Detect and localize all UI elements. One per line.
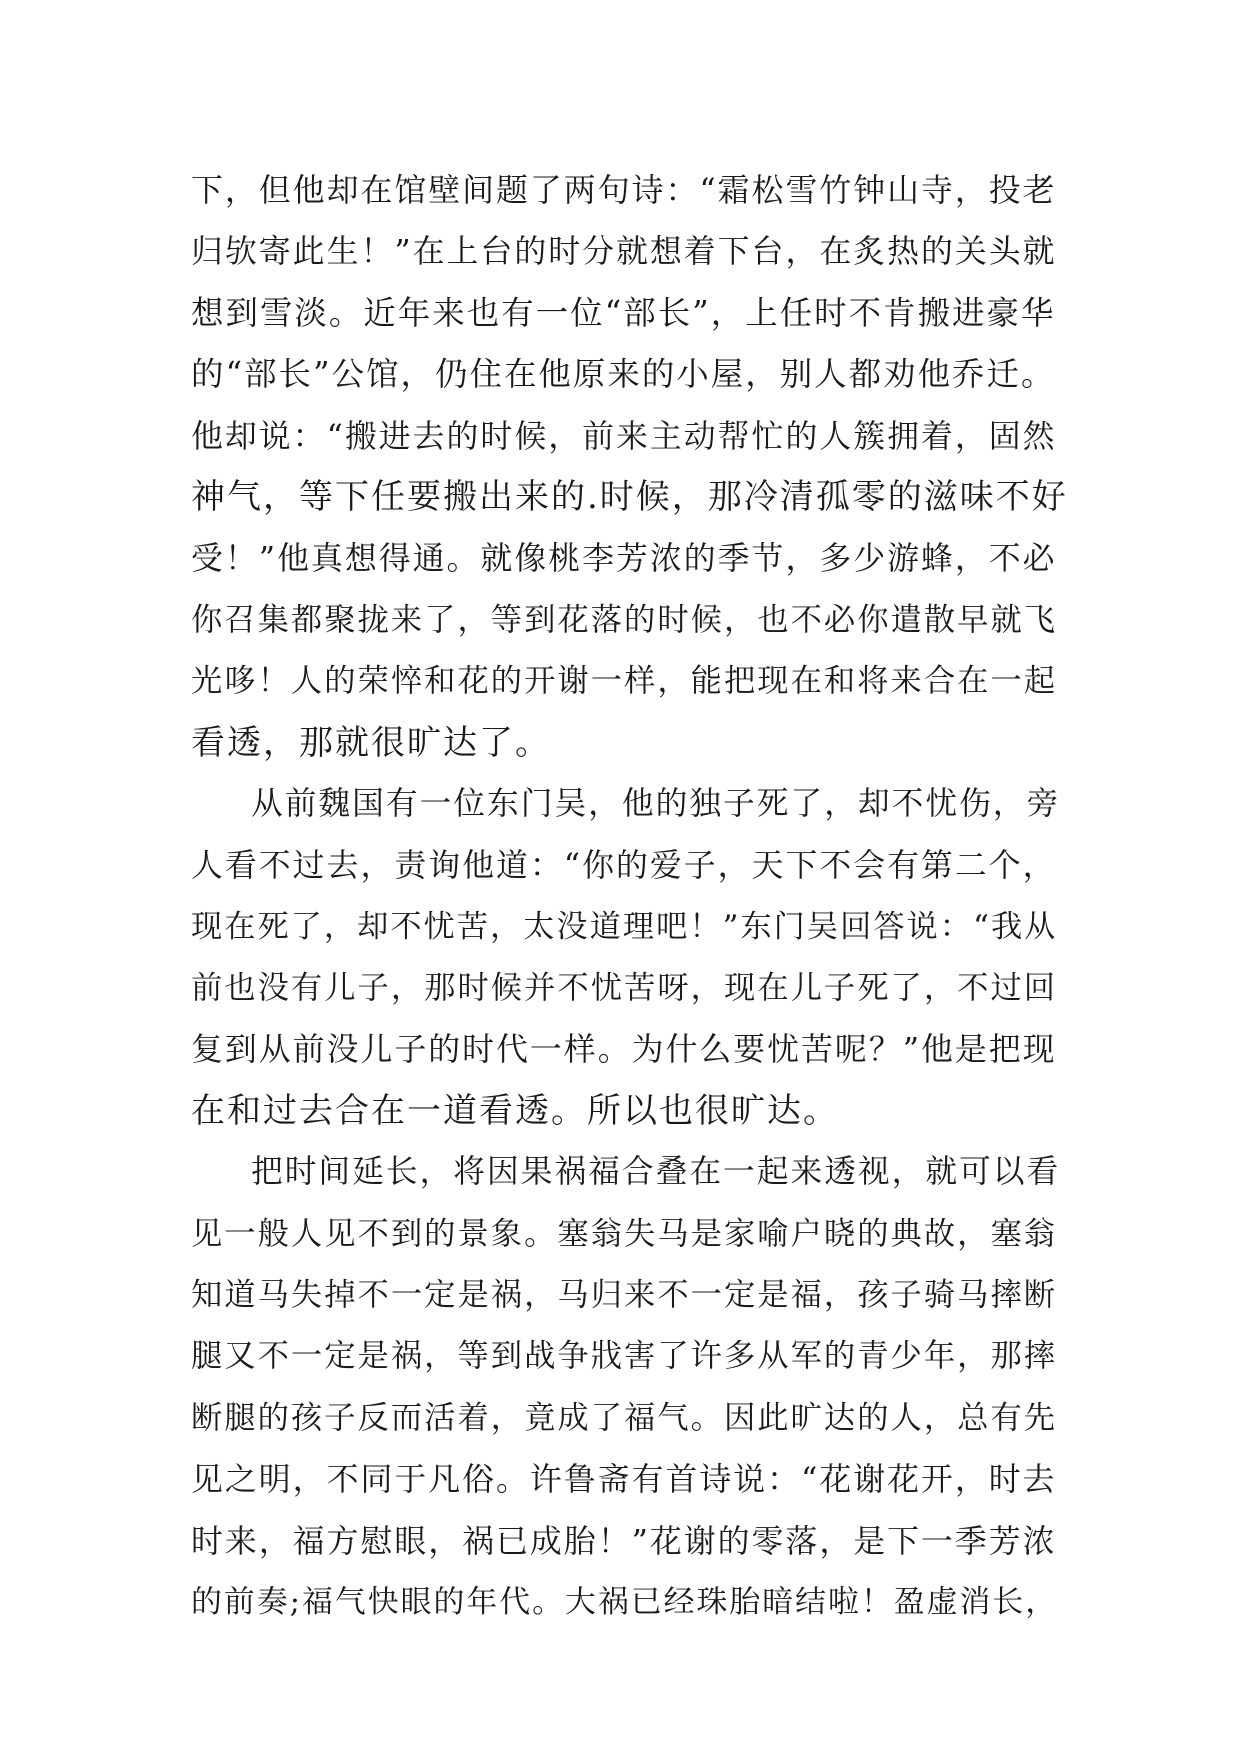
text-line: 复到从前没儿子的时代一样。为什么要忧苦呢？”他是把现 bbox=[191, 1030, 1057, 1069]
text-line: 腿又不一定是祸，等到战争戕害了许多从军的青少年，那摔 bbox=[191, 1338, 1058, 1375]
text-line: 前也没有儿子，那时候并不忧苦呀，现在儿子死了，不过回 bbox=[191, 970, 1058, 1007]
paragraph-1 bbox=[191, 160, 1071, 774]
document-body bbox=[191, 160, 1071, 1633]
text-line: 见之明，不同于凡俗。许鲁斋有首诗说：“花谢花开，时去 bbox=[191, 1460, 1057, 1499]
text-line: 归欤寄此生！”在上台的时分就想着下台，在炙热的关头就 bbox=[191, 232, 1057, 271]
paragraph-2 bbox=[191, 774, 1071, 1142]
text-line: 见一般人见不到的景象。塞翁失马是家喻户晓的典故，塞翁 bbox=[191, 1215, 1058, 1252]
text-line: 知道马失掉不一定是祸，马归来不一定是福，孩子骑马摔断 bbox=[191, 1277, 1058, 1314]
text-line: 光哆！人的荣悴和花的开谢一样，能把现在和将来合在一起 bbox=[191, 663, 1058, 700]
text-line: 受！”他真想得通。就像桃李芳浓的季节，多少游蜂，不必 bbox=[191, 539, 1057, 578]
text-line: 断腿的孩子反而活着，竟成了福气。因此旷达的人，总有先 bbox=[191, 1399, 1058, 1436]
text-line: 看透，那就很旷达了。 bbox=[191, 722, 551, 763]
text-line: 下，但他却在馆壁间题了两句诗：“霜松雪竹钟山寺，投老 bbox=[191, 171, 1057, 209]
text-line: 神气，等下任要搬出来的.时候，那冷清孤零的滋味不好 bbox=[191, 476, 1068, 517]
text-line: 他却说：“搬进去的时候，前来主动帮忙的人簇拥着，固然 bbox=[191, 416, 1057, 455]
text-line: 的“部长”公馆，仍住在他原来的小屋，别人都劝他乔迁。 bbox=[191, 355, 1056, 394]
text-line: 时来，福方慰眼，祸已成胎！”花谢的零落，是下一季芳浓 bbox=[191, 1521, 1057, 1560]
text-line: 现在死了，却不忧苦，太没道理吧！”东门吴回答说：“我从 bbox=[191, 908, 1058, 945]
text-line: 把时间延长，将因果祸福合叠在一起来透视，就可以看 bbox=[251, 1154, 1061, 1191]
text-line: 从前魏国有一位东门吴，他的独子死了，却不忧伤，旁 bbox=[251, 785, 1061, 822]
text-line: 想到雪淡。近年来也有一位“部长”，上任时不肯搬进豪华 bbox=[191, 293, 1056, 332]
text-line: 的前奏;福气快眼的年代。大祸已经珠胎暗结啦！盈虚消长， bbox=[191, 1583, 1059, 1620]
text-line: 人看不过去，责询他道：“你的爱子，天下不会有第二个， bbox=[191, 846, 1057, 885]
text-line: 你召集都聚拢来了，等到花落的时候，也不必你遣散早就飞 bbox=[191, 601, 1058, 638]
text-line: 在和过去合在一道看透。所以也很旷达。 bbox=[191, 1090, 839, 1131]
paragraph-3 bbox=[191, 1142, 1071, 1633]
